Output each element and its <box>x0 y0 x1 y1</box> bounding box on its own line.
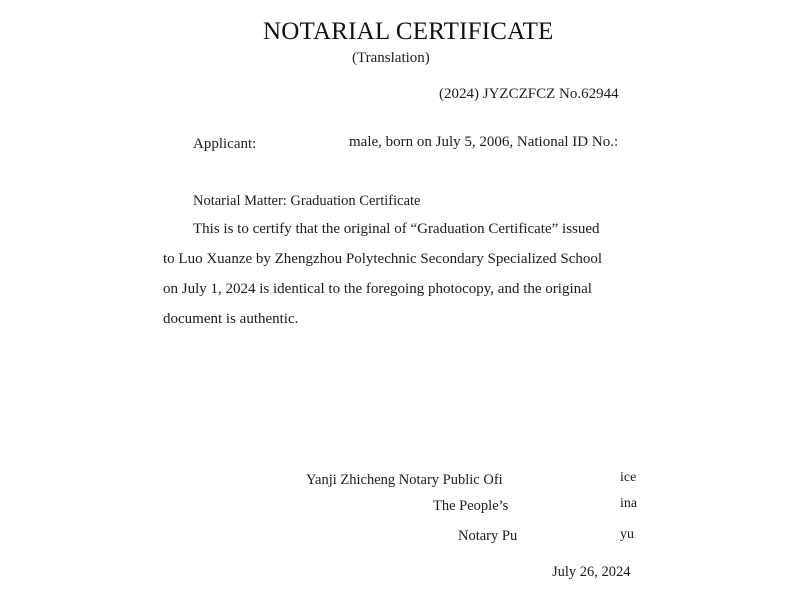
notary-public-name-tail: yu <box>620 527 634 542</box>
country-name-tail: ina <box>620 496 638 511</box>
document-title: NOTARIAL CERTIFICATE <box>263 18 554 45</box>
applicant-info: male, born on July 5, 2006, National ID No.: <box>349 134 619 150</box>
body-line: to Luo Xuanze by Zhengzhou Polytechnic Secondary Specialized School <box>163 251 603 267</box>
country-name: The People’s <box>433 498 509 514</box>
notary-public-name: Notary Pu <box>458 528 518 544</box>
notary-office-name-tail: ice <box>620 470 637 485</box>
certificate-date: July 26, 2024 <box>552 564 631 580</box>
body-line: on July 1, 2024 is identical to the foregoing photocopy, and the original <box>163 281 592 297</box>
body-line: document is authentic. <box>163 311 299 327</box>
notary-office-name: Yanji Zhicheng Notary Public Ofi <box>306 472 503 488</box>
body-line: This is to certify that the original of “Graduation Certificate” issued <box>193 221 600 237</box>
applicant-label: Applicant: <box>193 136 257 152</box>
certificate-number: (2024) JYZCZFCZ No.62944 <box>439 86 619 102</box>
notarial-matter: Notarial Matter: Graduation Certificate <box>193 193 421 209</box>
document-subtitle: (Translation) <box>352 50 430 66</box>
